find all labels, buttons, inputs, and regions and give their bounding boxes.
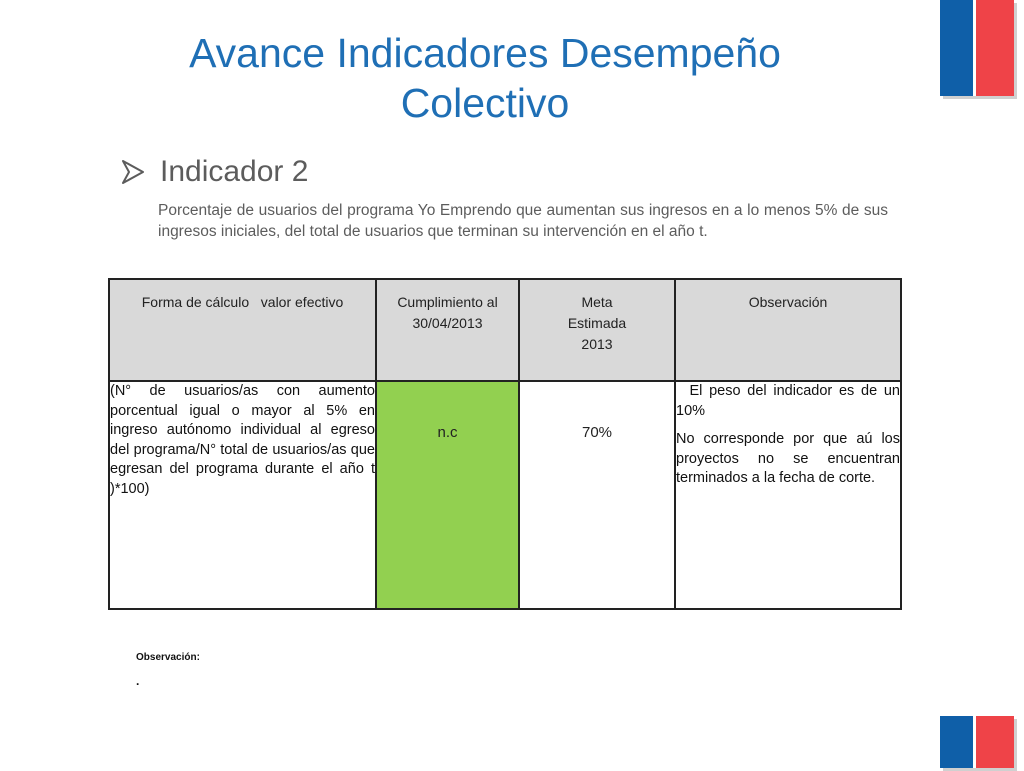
meta-value: 70% [581,424,613,441]
indicator-label: Indicador 2 [160,155,309,188]
observacion-text-2: No corresponde por que aú los proyectos no se encuentran terminados a la fecha de corte. [676,431,900,486]
header-meta-line2: Estimada [567,315,627,331]
table-header-row [109,279,901,381]
chile-flag-logo [940,0,1014,96]
cell-meta [519,381,675,609]
indicator-table [108,278,905,610]
table-row [109,381,901,609]
footer-dot: . [136,674,140,688]
footer-observacion-label: Observación: [136,652,200,663]
cumplimiento-value: n.c [437,424,458,441]
observacion-text-1: El peso del indicador es de un 10% [676,383,905,419]
chile-flag-logo-bottom [940,716,1014,768]
indicator-heading [120,155,308,189]
header-formula: Forma de cálculo valor efectivo [109,279,376,381]
header-meta-line3: 2013 [581,336,613,352]
indicator-description: Porcentaje de usuarios del programa Yo Emprendo que aumentan sus ingresos en a lo menos 5% de sus ingresos iniciales, del total de usuarios que terminan su intervención en el año t. [158,202,888,240]
page-title: Avance Indicadores Desempeño Colectivo [189,30,781,126]
cell-cumplimiento [376,381,519,609]
header-cumplimiento [376,279,519,381]
header-meta-line1: Meta [581,294,613,310]
header-cumplimiento-line2: 30/04/2013 [412,315,483,331]
cell-formula: (N° de usuarios/as con aumento porcentual igual o mayor al 5% en ingreso autónomo individual al egreso del programa/N° total de usuarios/as que egresan del programa durante el año t )*100) [109,381,376,609]
cell-observacion [675,381,905,609]
arrow-bullet-icon [120,159,148,185]
header-meta [519,279,675,381]
header-observacion: Observación [675,279,901,381]
header-cumplimiento-line1: Cumplimiento al [397,294,498,310]
